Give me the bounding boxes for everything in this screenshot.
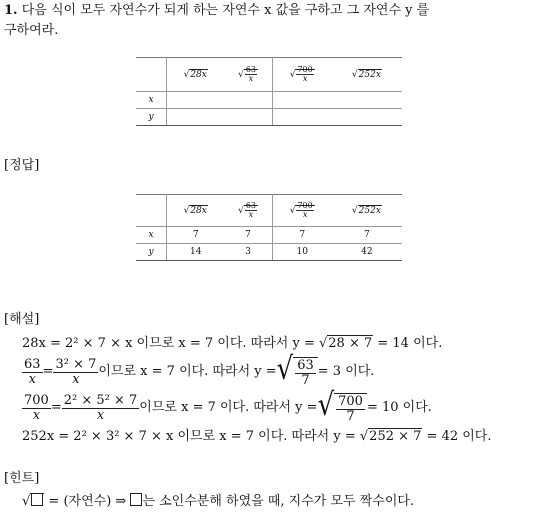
answer-y-cell: 14: [167, 244, 225, 261]
row-label-y: y: [136, 244, 167, 261]
header-sqrt-28x: √28x: [167, 195, 225, 227]
question-line-2: [4, 22, 58, 40]
header-sqrt-252x: √252x: [332, 195, 402, 227]
answer-y-cell: 42: [332, 244, 402, 261]
header-sqrt-700-over-x: √ $\frac{700}{x}$: [272, 58, 332, 92]
header-sqrt-63-over-x: √ $\frac{63}{x}$: [224, 58, 272, 92]
answer-table: [136, 194, 402, 261]
header-sqrt-700-over-x: √ $\frac{700}{x}$: [272, 195, 332, 227]
answer-y-cell: 10: [272, 244, 332, 261]
answer-x-cell: 7: [167, 227, 225, 244]
header-sqrt-63-over-x: √ $\frac{63}{x}$: [224, 195, 272, 227]
row-label-y: y: [136, 109, 167, 126]
square-box-icon: [130, 493, 142, 506]
question-text-1: 다음 식이 모두 자연수가 되게 하는 자연수 x 값을 구하고 그 자연수 y 를: [17, 3, 430, 18]
square-box-icon: [31, 493, 43, 506]
blank-cell: [332, 92, 402, 109]
explanation-line-3: $\frac{700}{x}$ = $\frac{\text{2² × 5² × 7}}{x}$ 이므로 x = 7 이다. 따라서 y = √ $\frac{700}{7}$ = 10 이다.: [24, 387, 432, 424]
blank-cell: [167, 92, 225, 109]
answer-x-cell: 7: [272, 227, 332, 244]
explanation-line-4: 252x = 2² × 3² × 7 × x 이므로 x = 7 이다. 따라서 y = √252 × 7 = 42 이다.: [22, 429, 492, 444]
blank-cell: [332, 109, 402, 126]
blank-cell: [224, 92, 272, 109]
explanation-line-1: 28x = 2² × 7 × x 이므로 x = 7 이다. 따라서 y = √28 × 7 = 14 이다.: [22, 336, 443, 351]
header-corner: [136, 195, 167, 227]
blank-cell: [224, 109, 272, 126]
hint-line: √ = (자연수) ⇒ 는 소인수분해 하였을 때, 지수가 모두 짝수이다.: [22, 494, 415, 509]
blank-cell: [167, 109, 225, 126]
explanation-title: [해설]: [4, 312, 40, 327]
hint-title: [힌트]: [4, 471, 40, 486]
question-line-1: [4, 2, 429, 20]
row-label-x: x: [136, 92, 167, 109]
answer-x-cell: 7: [224, 227, 272, 244]
answer-x-cell: 7: [332, 227, 402, 244]
header-corner: [136, 58, 167, 92]
row-label-x: x: [136, 227, 167, 244]
answer-y-cell: 3: [224, 244, 272, 261]
blank-cell: [272, 92, 332, 109]
question-number: 1.: [4, 3, 18, 18]
blank-cell: [272, 109, 332, 126]
question-text-2: 구하여라.: [4, 23, 59, 38]
answer-title: [정답]: [4, 158, 40, 173]
header-sqrt-252x: √252x: [332, 58, 402, 92]
question-table: [136, 57, 402, 126]
header-sqrt-28x: √28x: [167, 58, 225, 92]
explanation-line-2: $\frac{63}{x}$ = $\frac{\text{3² × 7}}{x}$ 이므로 x = 7 이다. 따라서 y = √ $\frac{63}{7}$ = 3 이다.: [24, 351, 375, 388]
